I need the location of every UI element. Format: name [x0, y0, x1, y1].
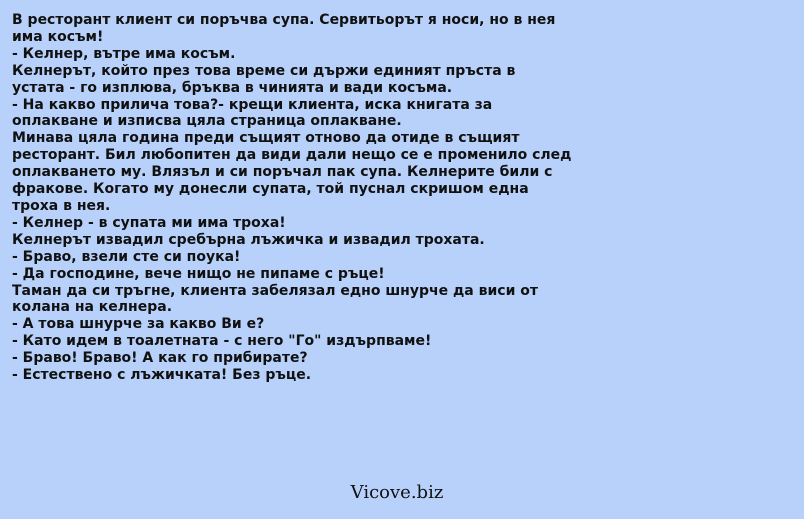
joke-line: В ресторант клиент си поръчва супа. Сервитьорът я носи, но в нея има косъм! — [12, 12, 556, 45]
joke-line: Минава цяла година преди същият отново да отиде в същият ресторант. Бил любопитен да види дали нещо се е променило след оплакването му. Влязъл и си поръчал пак супа. Келнерите били с фракове. Когато му донесли супата, той пуснал скришом една троха в нея. — [12, 130, 572, 214]
joke-line: - На какво прилича това?- крещи клиента, иска книгата за оплакване и изписва цяла страница оплакване. — [12, 96, 493, 130]
joke-line: Келнерът, който през това време си държи единият пръста в устата - го изплюва, бръква в чинията и вади косъма. — [12, 62, 516, 96]
site-name: Vicove.biz — [350, 482, 444, 503]
joke-line: - А това шнурче за какво Ви е? — [12, 316, 265, 333]
joke-line: - Естествено с лъжичката! Без ръце. — [12, 367, 312, 384]
joke-line: Келнерът извадил сребърна лъжичка и извадил трохата. — [12, 231, 485, 248]
joke-line: Таман да си тръгне, клиента забелязал едно шнурче да виси от колана на келнера. — [12, 282, 538, 316]
joke-line: - Браво, взели сте си поука! — [12, 248, 241, 265]
joke-text — [12, 12, 572, 384]
joke-line: - Келнер, вътре има косъм. — [12, 45, 236, 62]
joke-line: - Като идем в тоалетната - с него "Го" издърпваме! — [12, 333, 432, 350]
joke-line: - Келнер - в супата ми има троха! — [12, 214, 286, 231]
joke-line: - Браво! Браво! А как го прибирате? — [12, 350, 308, 367]
joke-line: - Да господине, вече нищо не пипаме с ръце! — [12, 265, 385, 282]
